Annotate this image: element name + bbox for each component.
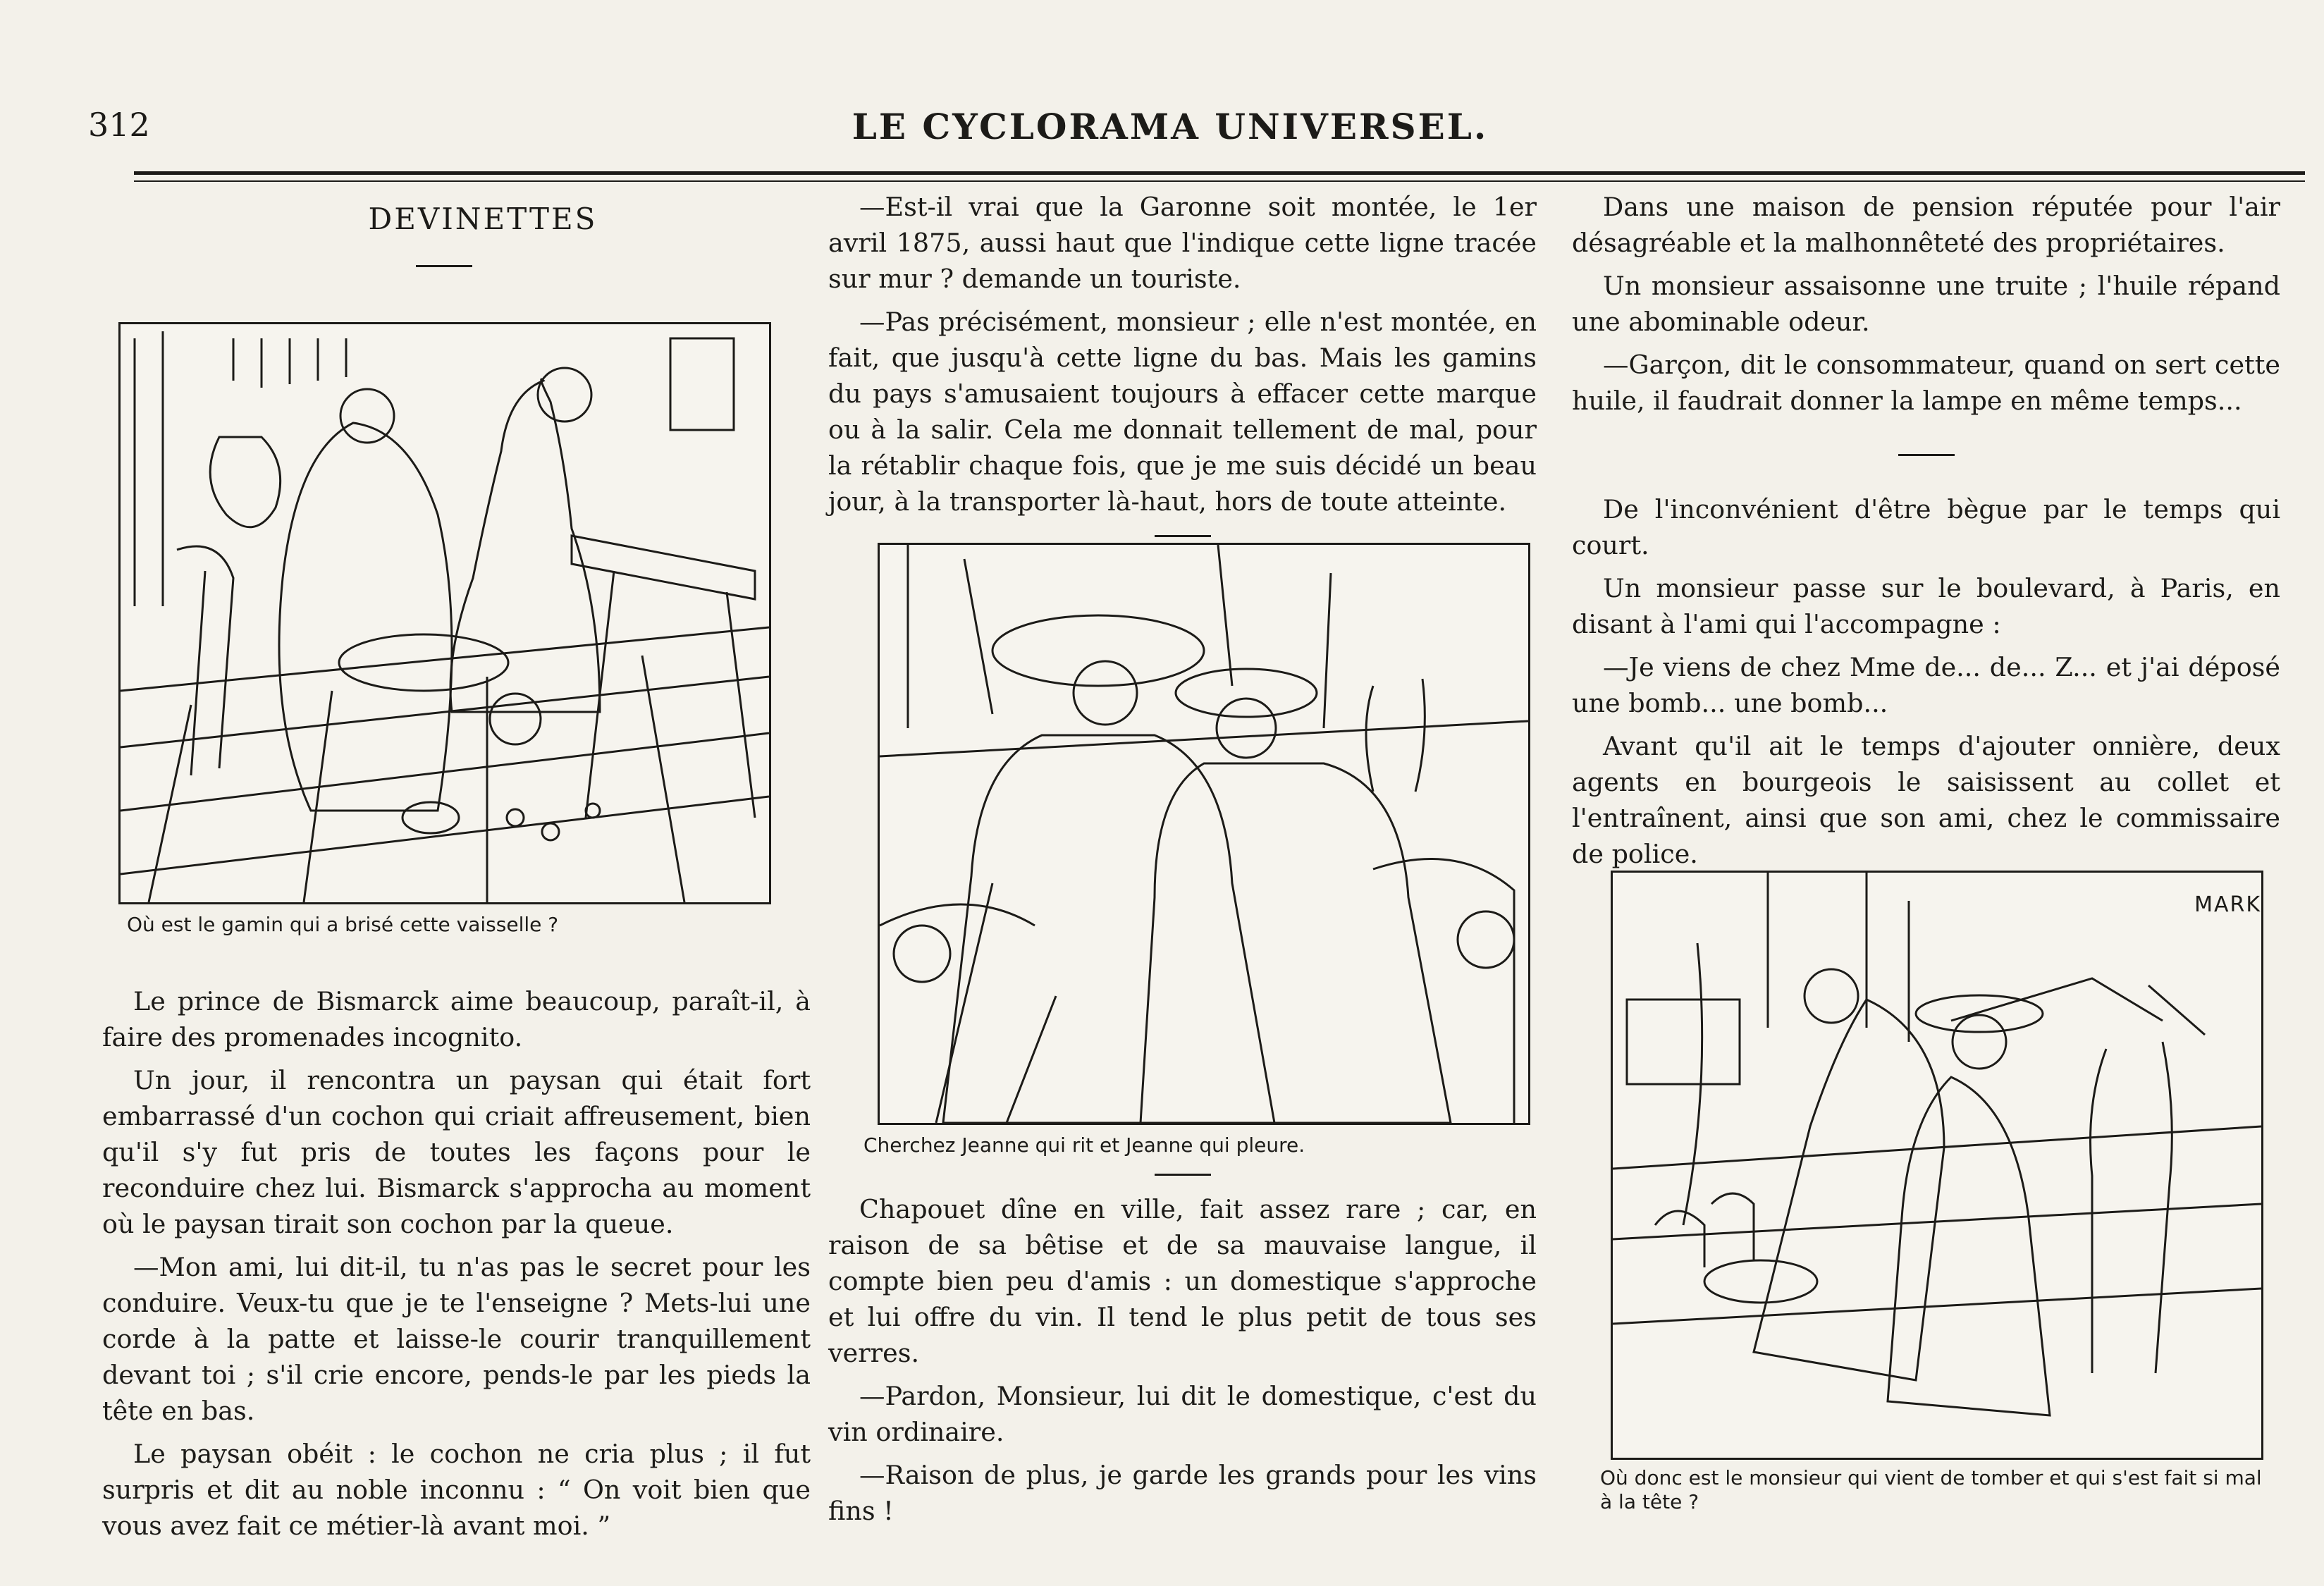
illustration-caption: Cherchez Jeanne qui rit et Jeanne qui pleure. [863, 1133, 1305, 1157]
paragraph: Un monsieur assaisonne une truite ; l'huile répand une abominable odeur. [1572, 271, 2280, 337]
column-2-text [828, 1174, 1537, 1536]
paragraph: —Je viens de chez Mme de... de... Z... et j'ai déposé une bomb... une bomb... [1572, 652, 2280, 718]
page-header [0, 106, 2324, 162]
separator [1898, 454, 1955, 456]
paragraph: Chapouet dîne en ville, fait assez rare ; car, en raison de sa bêtise et de sa mauvaise langue, il compte bien peu d'amis : un domestique s'approche et lui offre du vin. Il tend le plus petit de tous ses verres. [828, 1194, 1537, 1368]
paragraph: Le paysan obéit : le cochon ne cria plus ; il fut surpris et dit au noble inconnu : “ On voit bien que vous avez fait ce métier-là avant moi. ” [102, 1439, 811, 1541]
header-rule-thin [134, 180, 2305, 182]
illustration-boulevard [1611, 871, 2263, 1460]
paragraph: Dans une maison de pension réputée pour l'air désagréable et la malhonnêteté des propriétaires. [1572, 192, 2280, 258]
paragraph: De l'inconvénient d'être bègue par le temps qui court. [1572, 494, 2280, 560]
illustration-caption: Où donc est le monsieur qui vient de tomber et qui s'est fait si mal à la tête ? [1600, 1466, 2262, 1513]
paragraph: —Pardon, Monsieur, lui dit le domestique, c'est du vin ordinaire. [828, 1381, 1537, 1447]
page-number: 312 [88, 106, 150, 144]
column-1-text [102, 983, 811, 1551]
separator [416, 265, 472, 267]
illustration-two-women [878, 543, 1530, 1125]
illustration-caption: Où est le gamin qui a brisé cette vaisselle ? [127, 913, 559, 936]
bench-scene-drawing [880, 545, 1528, 1123]
column-3 [1572, 189, 2280, 905]
header-rule [134, 171, 2305, 175]
paragraph: —Raison de plus, je garde les grands pour les vins fins ! [828, 1460, 1537, 1526]
paragraph: —Mon ami, lui dit-il, tu n'as pas le secret pour les conduire. Veux-tu que je te l'enseigne ? Mets-lui une corde à la patte et laisse-le courir tranquillement devant toi ; s'il crie encore, pends-le par les pieds la tête en bas. [102, 1252, 811, 1426]
separator [1155, 535, 1211, 537]
paragraph: —Est-il vrai que la Garonne soit montée, le 1er avril 1875, aussi haut que l'indique cette ligne tracée sur mur ? demande un touriste. [828, 192, 1537, 294]
paragraph: Un jour, il rencontra un paysan qui était fort embarrassé d'un cochon qui criait affreusement, bien qu'il s'y fut pris de toutes les façons pour le reconduire chez lui. Bismarck s'approcha au moment où le paysan tirait son cochon par la queue. [102, 1065, 811, 1239]
paragraph: Le prince de Bismarck aime beaucoup, paraît-il, à faire des promenades incognito. [102, 986, 811, 1052]
paragraph: Avant qu'il ait le temps d'ajouter onnière, deux agents en bourgeois le saisissent au collet et l'entraînent, ainsi que son ami, chez le commissaire de police. [1572, 731, 2280, 869]
illustration-kitchen [118, 322, 771, 904]
paragraph: —Pas précisément, monsieur ; elle n'est montée, en fait, que jusqu'à cette ligne du bas. Mais les gamins du pays s'amusaient toujours à effacer cette marque ou à la salir. Cela me donnait tellement de mal, pour la rétablir chaque fois, que je me suis décidé un beau jour, à la transporter là-haut, hors de toute atteinte. [828, 307, 1537, 517]
boulevard-scene-drawing [1613, 873, 2261, 1458]
shop-sign: MARK [2194, 892, 2261, 917]
paragraph: Un monsieur passe sur le boulevard, à Paris, en disant à l'ami qui l'accompagne : [1572, 573, 2280, 639]
paragraph: —Garçon, dit le consommateur, quand on sert cette huile, il faudrait donner la lampe en même temps... [1572, 350, 2280, 416]
kitchen-scene-drawing [121, 324, 769, 902]
running-title: LE CYCLORAMA UNIVERSEL. [851, 106, 1489, 147]
separator [1155, 1174, 1211, 1176]
column-2 [828, 189, 1537, 553]
section-title: DEVINETTES [368, 202, 598, 236]
column-1 [106, 201, 811, 295]
